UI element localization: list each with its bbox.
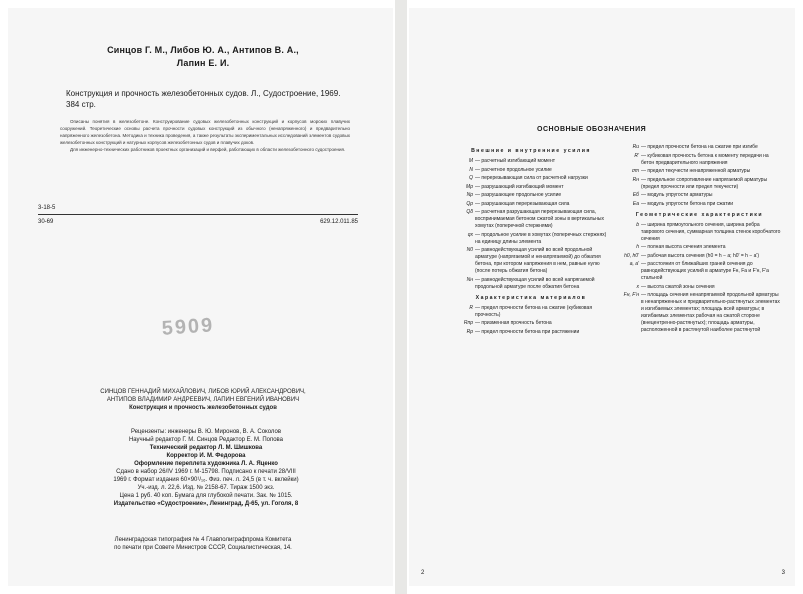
notation-symbol: Rр [466, 328, 473, 335]
annotation-paragraph-2: Для инженерно-технических работников проектных организаций и верфей, работающих в области железобетонного судостроения. [70, 147, 346, 152]
notation-entry [617, 222, 782, 243]
notation-definition: — предельное сопротивление напрягаемой арматуры (предел прочности или предел текучести) [641, 176, 768, 190]
notation-definition: — площадь сечения ненапрягаемой продольной арматуры в ненапряженных и предварительно-растянутых элементах и изгибаемых элементах; площадь всей арматуры; в изгибаемых элементах рабочая на сжатой стороне (внецентренно-растянутых); площадь арматуры, расположенной в растянутой наиболее растянутой [641, 292, 780, 333]
notation-symbol: Fн, F'н [623, 292, 639, 298]
notation-entry [451, 329, 611, 336]
notation-entry [451, 158, 611, 165]
notation-entry [617, 292, 782, 334]
code-divider [38, 214, 358, 215]
notation-entry [617, 153, 782, 167]
notation-entry [617, 177, 782, 191]
notation-symbol: x [636, 283, 639, 290]
notation-entry [617, 192, 782, 199]
book-gutter [395, 0, 407, 594]
notation-definition: — разрушающий изгибающий момент [475, 183, 564, 190]
notation-entry [617, 253, 782, 260]
notation-entry [617, 144, 782, 151]
notation-entry [451, 277, 611, 291]
page-number-right: 3 [781, 570, 785, 576]
right-page [409, 8, 795, 586]
printer-line: по печати при Совете Министров СССР, Социалистическая, 14. [114, 545, 292, 551]
notation-definition: — разрушающее продольное усилие [475, 192, 562, 198]
notation-symbol: σт [631, 168, 639, 174]
section-heading: ОСНОВНЫЕ ОБОЗНАЧЕНИЯ [537, 126, 647, 133]
notation-entry [451, 192, 611, 199]
notation-symbol: Rи [632, 144, 639, 150]
imprint-title: Конструкция и прочность железобетонных судов [129, 405, 277, 411]
imprint-details [46, 428, 366, 508]
authors-line-2: Лапин Е. И. [176, 58, 230, 68]
notation-symbol: N0 [466, 247, 473, 253]
page-number-left: 2 [421, 570, 425, 576]
notation-definition: — расчетное продольное усилие [475, 166, 552, 173]
notation-definition: — модуль упругости арматуры [641, 192, 713, 198]
notation-entry [617, 201, 782, 208]
code-left-bottom: 30-69 [38, 219, 54, 225]
notation-definition: — предел текучести ненапряженной арматуры [641, 168, 751, 174]
notation-entry [451, 167, 611, 174]
notation-symbol: Qδ [466, 209, 473, 215]
code-udc: 629.12.011.85 [320, 219, 358, 225]
notation-definition: — предел прочности бетона на сжатие (кубиковая прочность) [475, 304, 593, 318]
notation-definition: — модуль упругости бетона при сжатии [641, 200, 734, 207]
imprint-detail: Научный редактор Г. М. Синцов Редактор Е. М. Попова [128, 437, 284, 443]
notation-entry [451, 305, 611, 319]
section-title: Внешние и внутренние усилия [471, 148, 591, 154]
imprint-authors [38, 388, 368, 412]
notation-definition: — предел прочности бетона на сжатие при изгибе [641, 144, 758, 150]
notation-symbol: Q [469, 175, 473, 181]
notation-symbol: Mр [466, 183, 473, 190]
notation-column-left [451, 144, 611, 337]
authors-line-1: Синцов Г. М., Либов Ю. А., Антипов В. А., [107, 45, 299, 55]
notation-definition: — расчетная разрушающая перерезывающая сила, воспринимаемая бетоном сжатой зоны в вертикальных хомутах (поперечной стержнями) [475, 209, 605, 229]
notation-symbol: Eб [632, 192, 639, 198]
section-title: Характеристика материалов [475, 294, 587, 301]
left-page [8, 8, 393, 586]
annotation [60, 118, 350, 153]
notation-entry [451, 232, 611, 246]
notation-symbol: M [468, 158, 473, 164]
notation-definition: — кубиковая прочность бетона к моменту передачи на бетон предварительного напряжения [641, 152, 769, 166]
notation-entry [451, 320, 611, 327]
notation-symbol: Nр [466, 192, 473, 198]
notation-entry [617, 244, 782, 251]
notation-entry [451, 175, 611, 182]
notation-entry [617, 261, 782, 282]
imprint-detail: Технический редактор Л. М. Шишкова [149, 445, 263, 451]
notation-symbol: h0, h0' [624, 252, 639, 259]
notation-definition: — высота сжатой зоны сечения [641, 283, 715, 290]
notation-symbol: Nн [466, 276, 473, 283]
annotation-paragraph-1: Описаны понятия в железобетоне. Конструирование судовых железобетонных конструкций и корпусов морских плавучих сооружений. Теоретические основы расчета прочности судовых конструкций из обычного (ненапряженного) и предварительно напряженного железобетона. Методика и техника проведения, а также результаты экспериментальных исследований элементов судовых железобетонных конструкций и натурных корпусов железобетонных судов и плавучих доков. [60, 119, 350, 145]
notation-entry [451, 184, 611, 191]
notation-entry [617, 284, 782, 291]
notation-definition: — равнодействующая усилий во всей напрягаемой продольной арматуре после обжатия бетона [475, 276, 595, 290]
notation-symbol: qx [467, 231, 473, 238]
authors-block [68, 44, 338, 70]
notation-symbol: Rн [632, 176, 639, 183]
imprint-detail: Цена 1 руб. 40 коп. Бумага для глубокой печати. Зак. № 1015. [119, 493, 293, 499]
notation-entry [617, 168, 782, 175]
notation-symbol: R' [634, 152, 639, 159]
notation-definition: — призменная прочность бетона [475, 320, 552, 326]
book-title: Конструкция и прочность железобетонных судов. Л., Судостроение, 1969. 384 стр. [66, 89, 341, 109]
code-left-top: 3-18-5 [38, 205, 56, 211]
notation-symbol: Rпр [463, 320, 473, 326]
imprint-detail: Оформление переплета художника Л. А. Яценко [134, 461, 278, 467]
notation-symbol: Eа [632, 200, 639, 207]
notation-entry [451, 209, 611, 230]
printer-info [48, 536, 358, 552]
notation-definition: — перерезывающая сила от расчетной нагрузки [475, 175, 588, 181]
notation-definition: — рабочая высота сечения (h0 = h − a; h0' = h − a') [641, 252, 760, 259]
notation-column-right [617, 144, 782, 336]
imprint-detail: Уч.-изд. л. 22,6. Изд. № 2158-67. Тираж 1500 экз. [137, 485, 275, 491]
notation-symbol: b [636, 221, 639, 228]
imprint-line-2: АНТИПОВ ВЛАДИМИР АНДРЕЕВИЧ, ЛАПИН ЕВГЕНИЙ ИВАНОВИЧ [106, 397, 300, 403]
imprint-detail: Сдано в набор 26/IV 1969 г. М-15798. Подписано к печати 28/VIII [116, 469, 296, 475]
notation-symbol: N [469, 166, 473, 173]
imprint-detail: Корректор И. М. Федорова [166, 453, 246, 459]
notation-definition: — полная высота сечения элемента [641, 244, 726, 250]
imprint-detail: Рецензенты: инженеры В. Ю. Миронов, В. А. Соколов [130, 429, 282, 435]
notation-definition: — расчетный изгибающий момент [475, 158, 555, 164]
imprint-detail: Издательство «Судостроение», Ленинград, Д-65, ул. Гоголя, 8 [113, 501, 299, 507]
library-stamp: 5909 [161, 314, 215, 340]
imprint-line-1: СИНЦОВ ГЕННАДИЙ МИХАЙЛОВИЧ, ЛИБОВ ЮРИЙ АЛЕКСАНДРОВИЧ, [100, 389, 306, 395]
notation-symbol: h [636, 244, 639, 250]
imprint-detail: 1969 г. Формат издания 60×90¹/₁₆. Физ. печ. л. 24,5 (в т. ч. вклейки) [113, 477, 299, 483]
notation-symbol: a, a' [629, 261, 639, 267]
notation-entry [451, 247, 611, 275]
notation-definition: — расстояния от ближайших граней сечения до равнодействующих усилий в арматуре Fн, Fа и F'н, F'а стальной [641, 261, 769, 281]
notation-definition: — разрушающая перерезывающая сила [475, 200, 570, 207]
notation-definition: — предел прочности бетона при растяжении [475, 328, 580, 335]
printer-line: Ленинградская типография № 4 Главполиграфпрома Комитета [114, 537, 292, 543]
notation-symbol: R [469, 304, 473, 311]
notation-definition: — ширина прямоугольного сечения, ширина ребра таврового сечения, суммарная толщина стенок коробчатого сечения [641, 221, 781, 242]
notation-definition: — продольное усилие в хомутах (поперечных стержнях) на единицу длины элемента [475, 231, 607, 245]
notation-symbol: Qр [466, 200, 473, 207]
notation-definition: — равнодействующая усилий во всей продольной арматуре (напрягаемой и ненапрягаемой) до обжатия бетона, при котором напряжения в нем, равные нулю (после потерь обжатия бетона) [475, 247, 601, 274]
notation-entry [451, 201, 611, 208]
section-title: Геометрические характеристики [635, 211, 764, 218]
